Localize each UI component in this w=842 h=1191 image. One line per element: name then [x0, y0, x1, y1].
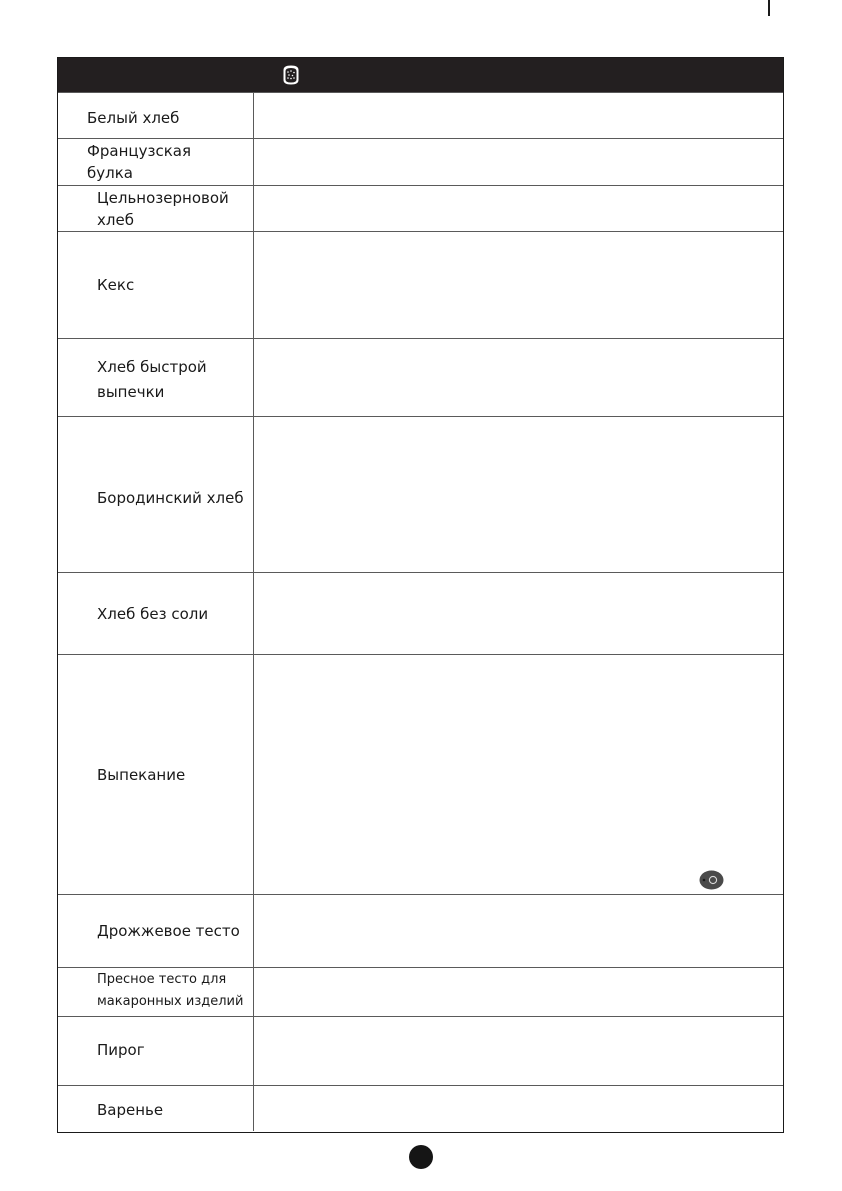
- label-cell: [58, 573, 254, 654]
- program-name: Белый хлеб: [87, 109, 180, 127]
- label-cell: [58, 1017, 254, 1085]
- programs-table: [57, 57, 784, 1133]
- crop-mark: [768, 0, 770, 16]
- label-cell: [58, 232, 254, 338]
- table-row: [58, 138, 783, 185]
- label-cell: [58, 339, 254, 416]
- program-name: Выпекание: [97, 766, 186, 784]
- table-row: [58, 92, 783, 138]
- table-row: [58, 1085, 783, 1131]
- program-name: Французская булка: [87, 142, 192, 182]
- power-button-icon: [699, 870, 724, 890]
- label-cell: [58, 968, 254, 1016]
- program-name: Бородинский хлеб: [97, 489, 244, 507]
- table-row: [58, 654, 783, 894]
- program-name: Цельнозерновой хлеб: [97, 189, 229, 229]
- program-name: Хлеб быстрой выпечки: [97, 358, 207, 401]
- program-name: Пирог: [97, 1041, 145, 1059]
- table-header-bar: [58, 58, 783, 92]
- table-row: [58, 338, 783, 416]
- table-row: [58, 416, 783, 572]
- bread-pot-icon: [279, 63, 303, 87]
- label-cell: [58, 1086, 254, 1131]
- table-row: [58, 231, 783, 338]
- program-name: Пресное тесто для макаронных изделий: [97, 972, 244, 1009]
- label-cell: [58, 655, 254, 894]
- table-row: [58, 572, 783, 654]
- page-number-dot-icon: [409, 1145, 433, 1169]
- table-row: [58, 185, 783, 231]
- program-name: Дрожжевое тесто: [97, 922, 240, 940]
- table-row: [58, 967, 783, 1016]
- program-name: Хлеб без соли: [97, 605, 209, 623]
- label-cell: [58, 93, 254, 138]
- program-name: Варенье: [97, 1101, 164, 1119]
- label-cell: [58, 139, 254, 185]
- label-cell: [58, 186, 254, 231]
- table-row: [58, 894, 783, 967]
- program-name: Кекс: [97, 276, 135, 294]
- label-cell: [58, 417, 254, 572]
- table-row: [58, 1016, 783, 1085]
- label-cell: [58, 895, 254, 967]
